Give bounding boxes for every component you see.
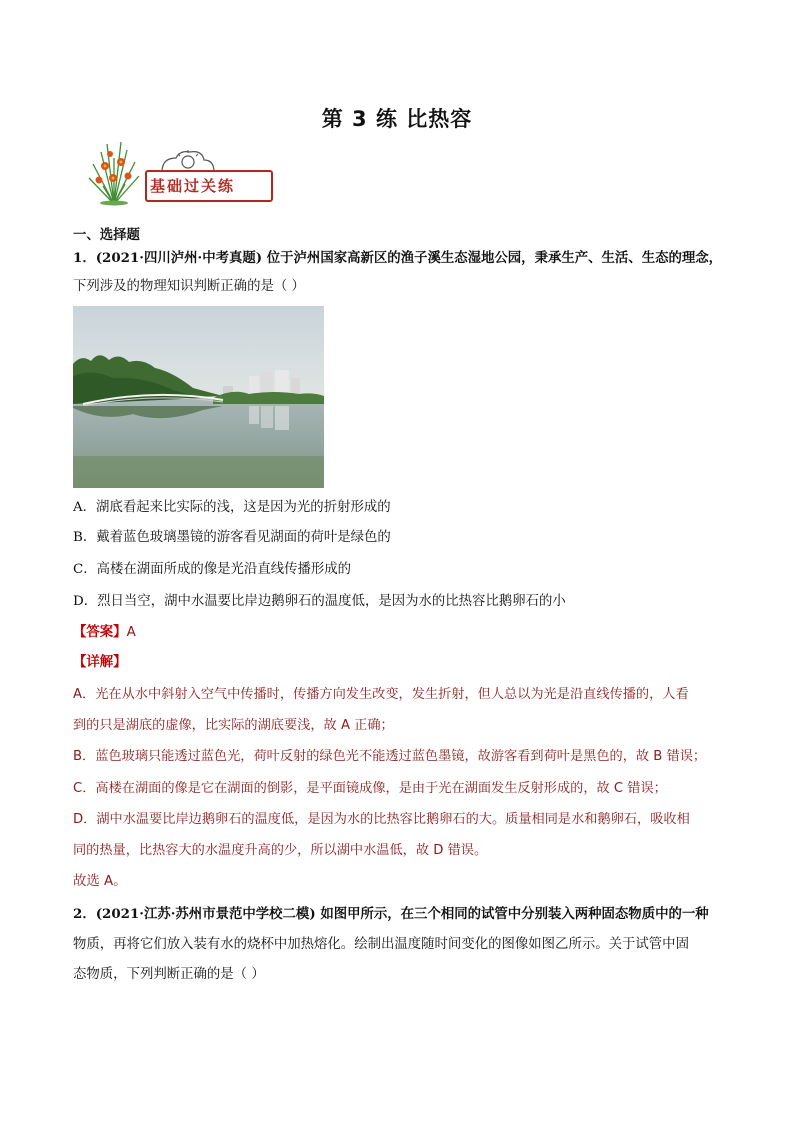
q1-detail-line: D．湖中水温要比岸边鹅卵石的温度低，是因为水的比热容比鹅卵石的大。质量相同是水和鹅卵石，吸收相 [73, 812, 690, 827]
q1-detail-line: 同的热量，比热容大的水温度升高的少，所以湖中水温低，故 D 错误。 [73, 843, 488, 858]
q2-stem-line2: 物质，再将它们放入装有水的烧杯中加热熔化。绘制出温度随时间变化的图像如图乙所示。关于试管中固 [73, 937, 689, 952]
q1-detail-line: A．光在从水中斜射入空气中传播时，传播方向发生改变，发生折射，但人总以为光是沿直线传播的，人看 [73, 687, 689, 702]
q1-conclusion: 故选 A。 [73, 874, 127, 889]
q1-detail-line: B．蓝色玻璃只能透过蓝色光，荷叶反射的绿色光不能透过蓝色墨镜，故游客看到荷叶是黑色的，故 B 错误； [73, 749, 707, 764]
q2-stem-line1: 2．(2021·江苏·苏州市景范中学校二模) 如图甲所示，在三个相同的试管中分别装入两种固态物质中的一种 [73, 906, 709, 922]
q1-detail-line: C．高楼在湖面的像是它在湖面的倒影，是平面镜成像，是由于光在湖面发生反射形成的，故 C 错误； [73, 781, 667, 796]
section-badge: 基础过关练 [150, 177, 236, 195]
section-heading: 一、选择题 [73, 228, 140, 243]
q1-stem-line2: 下列涉及的物理知识判断正确的是（ ） [73, 279, 305, 294]
q1-option-b: B．戴着蓝色玻璃墨镜的游客看见湖面的荷叶是绿色的 [73, 530, 391, 545]
q2-stem-line3: 态物质，下列判断正确的是（ ） [73, 967, 265, 982]
q1-option-c: C．高楼在湖面所成的像是光沿直线传播形成的 [73, 562, 352, 577]
q1-detail-label: 【详解】 [73, 655, 127, 670]
q1-answer: 【答案】A [73, 625, 136, 640]
q1-option-d: D．烈日当空，湖中水温要比岸边鹅卵石的温度低，是因为水的比热容比鹅卵石的小 [73, 594, 566, 609]
q1-detail-line: 到的只是湖底的虚像，比实际的湖底要浅，故 A 正确； [73, 718, 394, 733]
wetland-park-photo [73, 306, 324, 488]
page-title: 第 3 练 比热容 [321, 107, 473, 131]
flower-decoration-icon [83, 138, 145, 206]
q1-option-a: A．湖底看起来比实际的浅，这是因为光的折射形成的 [73, 500, 391, 515]
q1-stem-line1: 1．(2021·四川泸州·中考真题) 位于泸州国家高新区的渔子溪生态湿地公园，秉承生产、生活、生态的理念， [73, 250, 723, 266]
